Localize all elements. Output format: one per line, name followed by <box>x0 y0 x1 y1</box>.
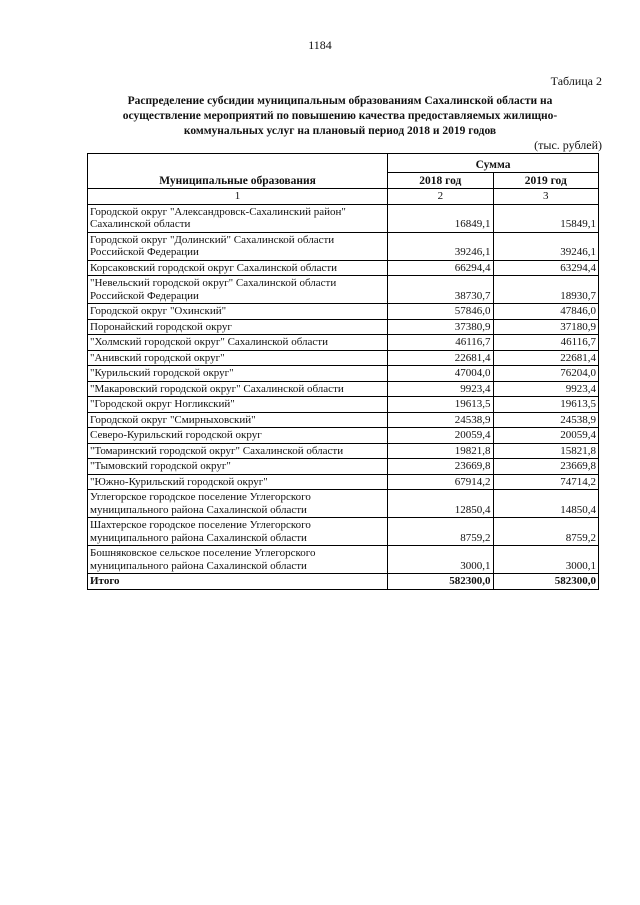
municipality-name: Поронайский городской округ <box>88 319 388 335</box>
column-number: 3 <box>493 189 598 205</box>
column-number: 2 <box>388 189 493 205</box>
amount-2019: 47846,0 <box>493 304 598 320</box>
table-header <box>88 154 599 205</box>
amount-2018: 67914,2 <box>388 474 493 490</box>
table-row <box>88 204 599 232</box>
table-row <box>88 443 599 459</box>
amount-2019: 14850,4 <box>493 490 598 518</box>
amount-2019: 19613,5 <box>493 397 598 413</box>
amount-2018: 37380,9 <box>388 319 493 335</box>
header-year-2019: 2019 год <box>493 173 598 189</box>
header-sum: Сумма <box>388 154 599 173</box>
table-row <box>88 518 599 546</box>
municipality-name: Городской округ "Александровск-Сахалинский район" Сахалинской области <box>88 204 388 232</box>
total-2018: 582300,0 <box>388 574 493 590</box>
municipality-name: "Курильский городской округ" <box>88 366 388 382</box>
table-row <box>88 412 599 428</box>
municipality-name: Городской округ "Долинский" Сахалинской области Российской Федерации <box>88 232 388 260</box>
table-row <box>88 474 599 490</box>
table-row <box>88 260 599 276</box>
municipality-name: "Южно-Курильский городской округ" <box>88 474 388 490</box>
table-row <box>88 428 599 444</box>
amount-2018: 20059,4 <box>388 428 493 444</box>
document-title: Распределение субсидии муниципальным образованиям Сахалинской области на осуществление мероприятий по повышению качества предоставляемых жилищно-коммунальных услуг на плановый период 2018 и 2019 годов <box>122 95 558 137</box>
municipality-name: Городской округ "Смирныховский" <box>88 412 388 428</box>
amount-2019: 3000,1 <box>493 546 598 574</box>
amount-2019: 22681,4 <box>493 350 598 366</box>
table-row <box>88 381 599 397</box>
amount-2019: 15821,8 <box>493 443 598 459</box>
amount-2018: 46116,7 <box>388 335 493 351</box>
municipality-name: Городской округ "Охинский" <box>88 304 388 320</box>
amount-2018: 23669,8 <box>388 459 493 475</box>
total-2019: 582300,0 <box>493 574 598 590</box>
amount-2018: 9923,4 <box>388 381 493 397</box>
table-row <box>88 459 599 475</box>
municipality-name: Корсаковский городской округ Сахалинской области <box>88 260 388 276</box>
municipality-name: "Тымовский городской округ" <box>88 459 388 475</box>
municipality-name: "Невельский городской округ" Сахалинской области Российской Федерации <box>88 276 388 304</box>
table-row <box>88 304 599 320</box>
amount-2019: 9923,4 <box>493 381 598 397</box>
amount-2019: 20059,4 <box>493 428 598 444</box>
table-row <box>88 232 599 260</box>
amount-2018: 19821,8 <box>388 443 493 459</box>
amount-2018: 47004,0 <box>388 366 493 382</box>
amount-2019: 8759,2 <box>493 518 598 546</box>
table-row <box>88 350 599 366</box>
amount-2018: 19613,5 <box>388 397 493 413</box>
total-row <box>88 574 599 590</box>
header-municipality: Муниципальные образования <box>88 154 388 189</box>
page-number: 1184 <box>308 38 332 52</box>
total-label: Итого <box>88 574 388 590</box>
amount-2018: 22681,4 <box>388 350 493 366</box>
subsidy-table <box>87 153 599 590</box>
municipality-name: Шахтерское городское поселение Углегорского муниципального района Сахалинской области <box>88 518 388 546</box>
amount-2018: 38730,7 <box>388 276 493 304</box>
table-row <box>88 546 599 574</box>
amount-2019: 39246,1 <box>493 232 598 260</box>
municipality-name: Углегорское городское поселение Углегорского муниципального района Сахалинской области <box>88 490 388 518</box>
municipality-name: "Анивский городской округ" <box>88 350 388 366</box>
table-row <box>88 366 599 382</box>
amount-2018: 57846,0 <box>388 304 493 320</box>
column-number-row <box>88 189 599 205</box>
amount-2019: 18930,7 <box>493 276 598 304</box>
municipality-name: "Городской округ Ногликский" <box>88 397 388 413</box>
amount-2019: 37180,9 <box>493 319 598 335</box>
municipality-name: "Томаринский городской округ" Сахалинской области <box>88 443 388 459</box>
amount-2018: 24538,9 <box>388 412 493 428</box>
table-body <box>88 204 599 589</box>
amount-2018: 16849,1 <box>388 204 493 232</box>
column-number: 1 <box>88 189 388 205</box>
table-row <box>88 276 599 304</box>
amount-2019: 63294,4 <box>493 260 598 276</box>
amount-2019: 23669,8 <box>493 459 598 475</box>
amount-2018: 3000,1 <box>388 546 493 574</box>
amount-2018: 12850,4 <box>388 490 493 518</box>
municipality-name: "Холмский городской округ" Сахалинской области <box>88 335 388 351</box>
municipality-name: Северо-Курильский городской округ <box>88 428 388 444</box>
unit-note: (тыс. рублей) <box>534 138 602 152</box>
amount-2019: 74714,2 <box>493 474 598 490</box>
table-row <box>88 490 599 518</box>
amount-2018: 39246,1 <box>388 232 493 260</box>
table-label: Таблица 2 <box>550 74 602 88</box>
amount-2019: 15849,1 <box>493 204 598 232</box>
municipality-name: Бошняковское сельское поселение Углегорского муниципального района Сахалинской области <box>88 546 388 574</box>
amount-2019: 76204,0 <box>493 366 598 382</box>
header-year-2018: 2018 год <box>388 173 493 189</box>
table-row <box>88 319 599 335</box>
amount-2018: 8759,2 <box>388 518 493 546</box>
table-row <box>88 335 599 351</box>
table-row <box>88 397 599 413</box>
municipality-name: "Макаровский городской округ" Сахалинской области <box>88 381 388 397</box>
amount-2019: 46116,7 <box>493 335 598 351</box>
amount-2018: 66294,4 <box>388 260 493 276</box>
amount-2019: 24538,9 <box>493 412 598 428</box>
